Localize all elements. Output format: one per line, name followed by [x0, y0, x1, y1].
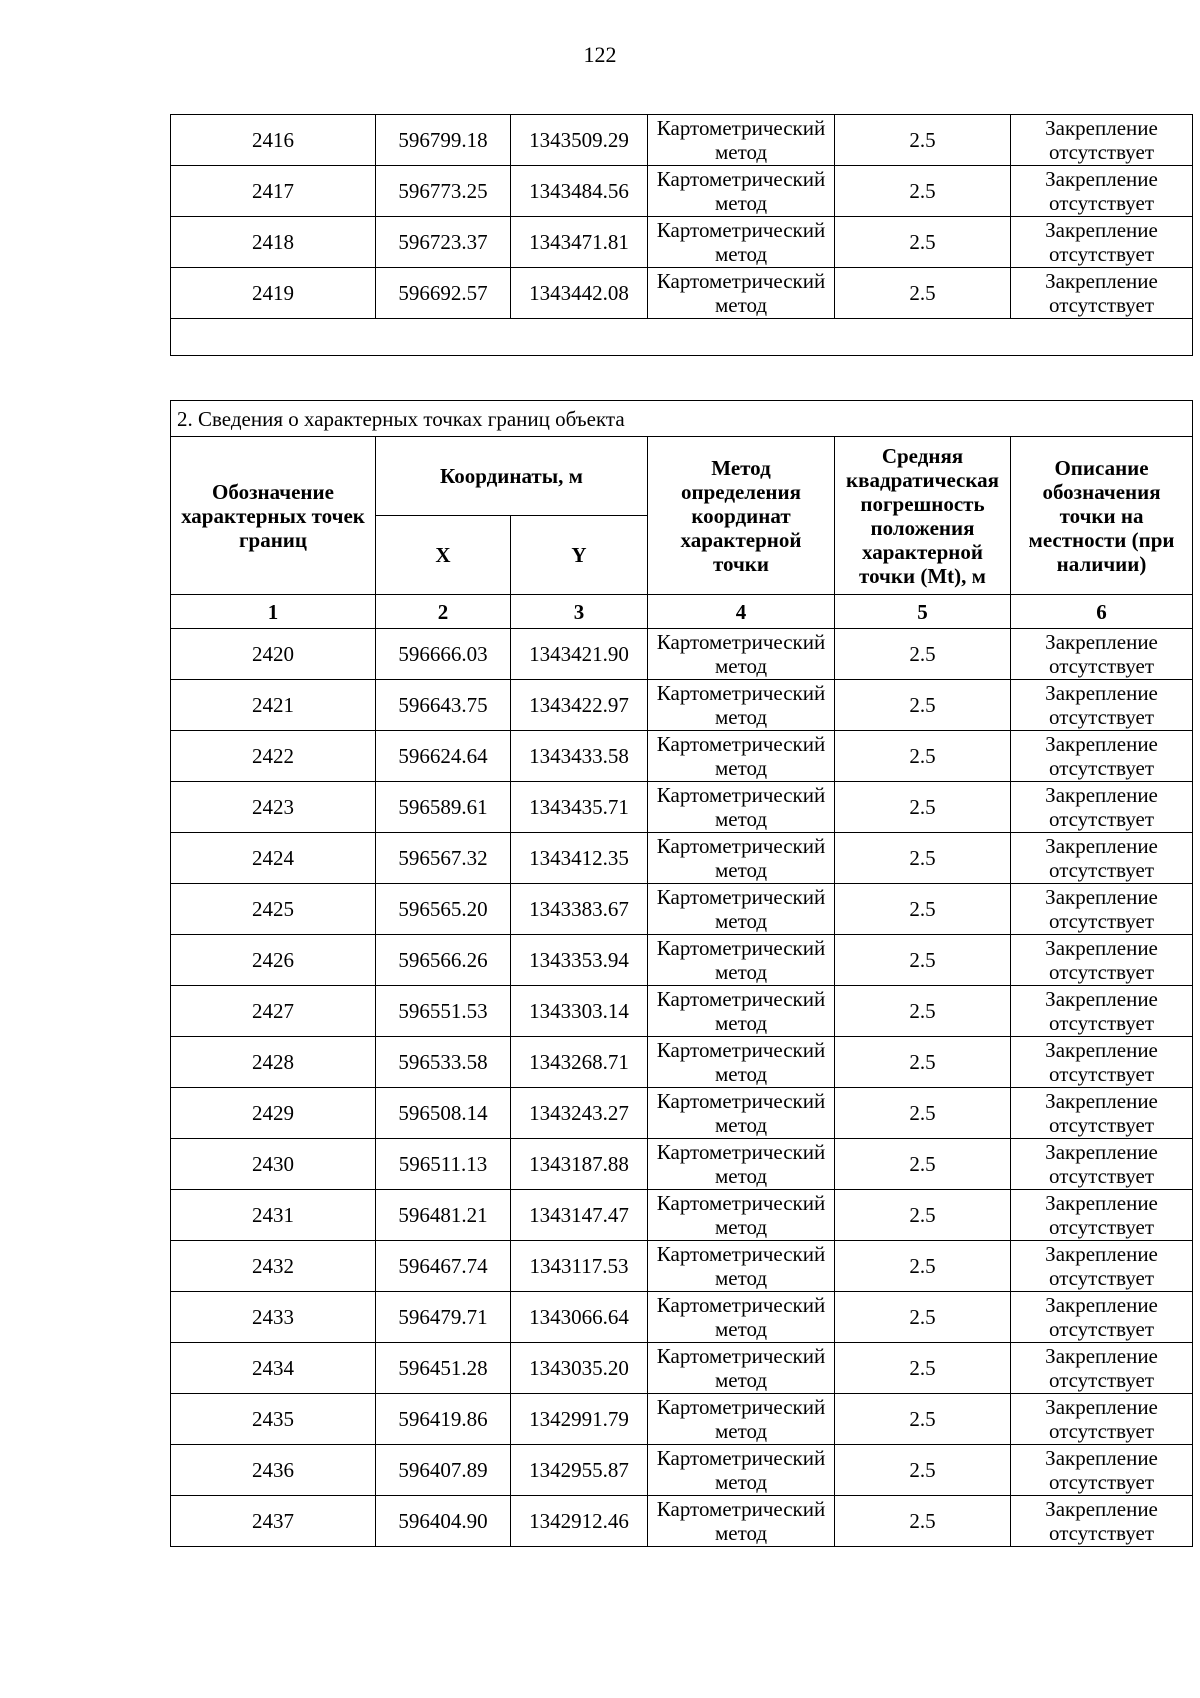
method-cell: Картометрический метод: [648, 680, 835, 731]
description-cell: Закрепление отсутствует: [1011, 115, 1193, 166]
table-row: [171, 833, 1193, 884]
top-points-table: [170, 114, 1193, 356]
table-row: [171, 782, 1193, 833]
description-cell: Закрепление отсутствует: [1011, 1037, 1193, 1088]
header-y: Y: [511, 516, 648, 595]
description-cell: Закрепление отсутствует: [1011, 833, 1193, 884]
error-cell: 2.5: [835, 1241, 1011, 1292]
x-coordinate-cell: 596508.14: [376, 1088, 511, 1139]
table-row: [171, 935, 1193, 986]
point-id-cell: 2423: [171, 782, 376, 833]
x-coordinate-cell: 596467.74: [376, 1241, 511, 1292]
boundary-points-body: [171, 629, 1193, 1547]
y-coordinate-cell: 1343187.88: [511, 1139, 648, 1190]
x-coordinate-cell: 596419.86: [376, 1394, 511, 1445]
method-cell: Картометрический метод: [648, 1139, 835, 1190]
x-coordinate-cell: 596723.37: [376, 217, 511, 268]
y-coordinate-cell: 1343484.56: [511, 166, 648, 217]
method-cell: Картометрический метод: [648, 115, 835, 166]
y-coordinate-cell: 1343435.71: [511, 782, 648, 833]
column-number: 1: [171, 595, 376, 629]
x-coordinate-cell: 596566.26: [376, 935, 511, 986]
x-coordinate-cell: 596643.75: [376, 680, 511, 731]
error-cell: 2.5: [835, 680, 1011, 731]
description-cell: Закрепление отсутствует: [1011, 1496, 1193, 1547]
method-cell: Картометрический метод: [648, 1292, 835, 1343]
method-cell: Картометрический метод: [648, 629, 835, 680]
method-cell: Картометрический метод: [648, 935, 835, 986]
error-cell: 2.5: [835, 731, 1011, 782]
y-coordinate-cell: 1343421.90: [511, 629, 648, 680]
y-coordinate-cell: 1343303.14: [511, 986, 648, 1037]
method-cell: Картометрический метод: [648, 1394, 835, 1445]
method-cell: Картометрический метод: [648, 217, 835, 268]
description-cell: Закрепление отсутствует: [1011, 680, 1193, 731]
method-cell: Картометрический метод: [648, 1241, 835, 1292]
error-cell: 2.5: [835, 935, 1011, 986]
header-description: Описание обозначения точки на местности (при наличии): [1011, 437, 1193, 595]
table-row: [171, 1394, 1193, 1445]
point-id-cell: 2420: [171, 629, 376, 680]
header-method: Метод определения координат характерной точки: [648, 437, 835, 595]
header-x: X: [376, 516, 511, 595]
error-cell: 2.5: [835, 1394, 1011, 1445]
y-coordinate-cell: 1343433.58: [511, 731, 648, 782]
column-number: 3: [511, 595, 648, 629]
table-row: [171, 1343, 1193, 1394]
table-row: [171, 1037, 1193, 1088]
method-cell: Картометрический метод: [648, 1496, 835, 1547]
x-coordinate-cell: 596666.03: [376, 629, 511, 680]
point-id-cell: 2422: [171, 731, 376, 782]
method-cell: Картометрический метод: [648, 986, 835, 1037]
error-cell: 2.5: [835, 1088, 1011, 1139]
table-row: [171, 1190, 1193, 1241]
x-coordinate-cell: 596565.20: [376, 884, 511, 935]
y-coordinate-cell: 1343117.53: [511, 1241, 648, 1292]
description-cell: Закрепление отсутствует: [1011, 268, 1193, 319]
top-points-body: [171, 115, 1193, 319]
method-cell: Картометрический метод: [648, 1343, 835, 1394]
y-coordinate-cell: 1343509.29: [511, 115, 648, 166]
boundary-points-table: [170, 400, 1193, 1547]
x-coordinate-cell: 596451.28: [376, 1343, 511, 1394]
y-coordinate-cell: 1343471.81: [511, 217, 648, 268]
table-row: [171, 731, 1193, 782]
method-cell: Картометрический метод: [648, 268, 835, 319]
y-coordinate-cell: 1342912.46: [511, 1496, 648, 1547]
y-coordinate-cell: 1343422.97: [511, 680, 648, 731]
error-cell: 2.5: [835, 1139, 1011, 1190]
error-cell: 2.5: [835, 115, 1011, 166]
error-cell: 2.5: [835, 782, 1011, 833]
description-cell: Закрепление отсутствует: [1011, 629, 1193, 680]
point-id-cell: 2421: [171, 680, 376, 731]
x-coordinate-cell: 596567.32: [376, 833, 511, 884]
description-cell: Закрепление отсутствует: [1011, 1394, 1193, 1445]
description-cell: Закрепление отсутствует: [1011, 1343, 1193, 1394]
header-row-1: [171, 437, 1193, 516]
y-coordinate-cell: 1342955.87: [511, 1445, 648, 1496]
x-coordinate-cell: 596773.25: [376, 166, 511, 217]
table-row: [171, 986, 1193, 1037]
header-coordinates: Координаты, м: [376, 437, 648, 516]
point-id-cell: 2427: [171, 986, 376, 1037]
y-coordinate-cell: 1342991.79: [511, 1394, 648, 1445]
column-number: 4: [648, 595, 835, 629]
point-id-cell: 2433: [171, 1292, 376, 1343]
error-cell: 2.5: [835, 1445, 1011, 1496]
table-row: [171, 1496, 1193, 1547]
y-coordinate-cell: 1343268.71: [511, 1037, 648, 1088]
error-cell: 2.5: [835, 833, 1011, 884]
description-cell: Закрепление отсутствует: [1011, 986, 1193, 1037]
y-coordinate-cell: 1343243.27: [511, 1088, 648, 1139]
section-title-row: [171, 401, 1193, 437]
x-coordinate-cell: 596479.71: [376, 1292, 511, 1343]
column-number: 6: [1011, 595, 1193, 629]
x-coordinate-cell: 596551.53: [376, 986, 511, 1037]
y-coordinate-cell: 1343147.47: [511, 1190, 648, 1241]
description-cell: Закрепление отсутствует: [1011, 217, 1193, 268]
table-row: [171, 884, 1193, 935]
y-coordinate-cell: 1343066.64: [511, 1292, 648, 1343]
error-cell: 2.5: [835, 1190, 1011, 1241]
error-cell: 2.5: [835, 268, 1011, 319]
header-error: Средняя квадратическая погрешность положения характерной точки (Mt), м: [835, 437, 1011, 595]
description-cell: Закрепление отсутствует: [1011, 884, 1193, 935]
point-id-cell: 2416: [171, 115, 376, 166]
point-id-cell: 2426: [171, 935, 376, 986]
method-cell: Картометрический метод: [648, 166, 835, 217]
y-coordinate-cell: 1343383.67: [511, 884, 648, 935]
method-cell: Картометрический метод: [648, 884, 835, 935]
error-cell: 2.5: [835, 217, 1011, 268]
error-cell: 2.5: [835, 986, 1011, 1037]
error-cell: 2.5: [835, 1496, 1011, 1547]
x-coordinate-cell: 596589.61: [376, 782, 511, 833]
error-cell: 2.5: [835, 629, 1011, 680]
point-id-cell: 2434: [171, 1343, 376, 1394]
x-coordinate-cell: 596799.18: [376, 115, 511, 166]
point-id-cell: 2419: [171, 268, 376, 319]
table-row: [171, 1292, 1193, 1343]
error-cell: 2.5: [835, 166, 1011, 217]
table-row: [171, 1445, 1193, 1496]
point-id-cell: 2437: [171, 1496, 376, 1547]
empty-row: [171, 319, 1193, 356]
x-coordinate-cell: 596511.13: [376, 1139, 511, 1190]
table-row: [171, 1088, 1193, 1139]
point-id-cell: 2418: [171, 217, 376, 268]
description-cell: Закрепление отсутствует: [1011, 731, 1193, 782]
point-id-cell: 2424: [171, 833, 376, 884]
description-cell: Закрепление отсутствует: [1011, 1445, 1193, 1496]
point-id-cell: 2429: [171, 1088, 376, 1139]
column-number: 2: [376, 595, 511, 629]
description-cell: Закрепление отсутствует: [1011, 1292, 1193, 1343]
point-id-cell: 2417: [171, 166, 376, 217]
empty-cell: [171, 319, 1193, 356]
method-cell: Картометрический метод: [648, 833, 835, 884]
error-cell: 2.5: [835, 1292, 1011, 1343]
header-designation: Обозначение характерных точек границ: [171, 437, 376, 595]
x-coordinate-cell: 596481.21: [376, 1190, 511, 1241]
x-coordinate-cell: 596533.58: [376, 1037, 511, 1088]
error-cell: 2.5: [835, 1037, 1011, 1088]
method-cell: Картометрический метод: [648, 731, 835, 782]
table-row: [171, 115, 1193, 166]
point-id-cell: 2435: [171, 1394, 376, 1445]
point-id-cell: 2430: [171, 1139, 376, 1190]
description-cell: Закрепление отсутствует: [1011, 1139, 1193, 1190]
y-coordinate-cell: 1343353.94: [511, 935, 648, 986]
point-id-cell: 2425: [171, 884, 376, 935]
description-cell: Закрепление отсутствует: [1011, 782, 1193, 833]
description-cell: Закрепление отсутствует: [1011, 935, 1193, 986]
y-coordinate-cell: 1343412.35: [511, 833, 648, 884]
table-row: [171, 217, 1193, 268]
description-cell: Закрепление отсутствует: [1011, 1241, 1193, 1292]
description-cell: Закрепление отсутствует: [1011, 1088, 1193, 1139]
error-cell: 2.5: [835, 1343, 1011, 1394]
x-coordinate-cell: 596407.89: [376, 1445, 511, 1496]
table-row: [171, 166, 1193, 217]
table-row: [171, 1139, 1193, 1190]
point-id-cell: 2431: [171, 1190, 376, 1241]
y-coordinate-cell: 1343442.08: [511, 268, 648, 319]
y-coordinate-cell: 1343035.20: [511, 1343, 648, 1394]
point-id-cell: 2436: [171, 1445, 376, 1496]
method-cell: Картометрический метод: [648, 1190, 835, 1241]
x-coordinate-cell: 596404.90: [376, 1496, 511, 1547]
column-numbers-row: [171, 595, 1193, 629]
table-row: [171, 629, 1193, 680]
point-id-cell: 2428: [171, 1037, 376, 1088]
table-row: [171, 680, 1193, 731]
method-cell: Картометрический метод: [648, 1037, 835, 1088]
column-number: 5: [835, 595, 1011, 629]
x-coordinate-cell: 596624.64: [376, 731, 511, 782]
table-row: [171, 268, 1193, 319]
method-cell: Картометрический метод: [648, 1088, 835, 1139]
method-cell: Картометрический метод: [648, 1445, 835, 1496]
x-coordinate-cell: 596692.57: [376, 268, 511, 319]
table-row: [171, 1241, 1193, 1292]
method-cell: Картометрический метод: [648, 782, 835, 833]
description-cell: Закрепление отсутствует: [1011, 1190, 1193, 1241]
page-number: 122: [583, 42, 617, 67]
point-id-cell: 2432: [171, 1241, 376, 1292]
error-cell: 2.5: [835, 884, 1011, 935]
section-title: 2. Сведения о характерных точках границ объекта: [171, 401, 1193, 437]
description-cell: Закрепление отсутствует: [1011, 166, 1193, 217]
